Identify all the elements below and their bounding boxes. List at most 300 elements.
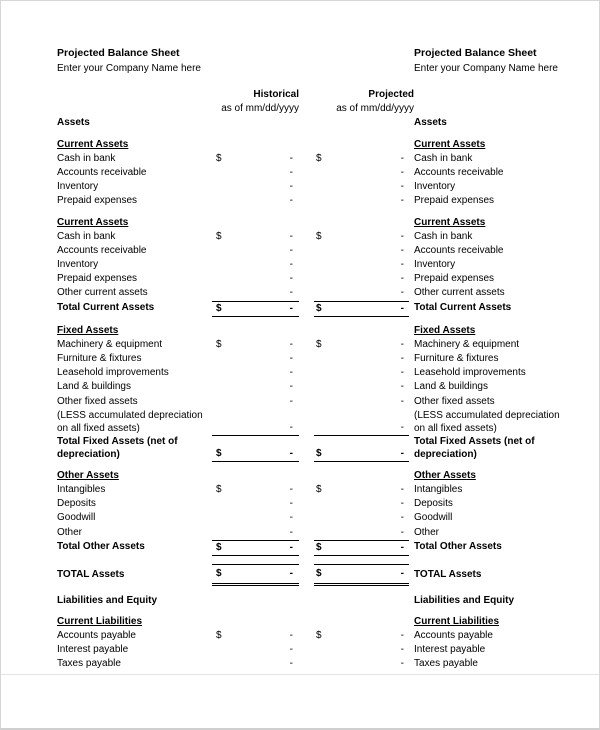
historical-amount-cell — [207, 594, 299, 608]
row-less-accumulated-depreciation — [1, 409, 599, 435]
historical-amount-cell — [207, 540, 299, 556]
amount-value: - — [289, 353, 293, 364]
projected-amount-cell — [299, 395, 409, 409]
row-label: Total Other Assets — [57, 540, 145, 552]
historical-amount-cell — [207, 138, 299, 152]
row-total-fixed-assets-net-of — [1, 435, 599, 462]
projected-amount-cell — [299, 338, 409, 352]
projected-amount — [314, 272, 409, 286]
historical-amount-cell — [207, 180, 299, 194]
row-label: Inventory — [57, 259, 99, 271]
row-label-right: Furniture & fixtures — [414, 353, 499, 364]
amount-value: - — [289, 273, 293, 285]
row-total-assets — [1, 564, 599, 586]
projected-amount-cell — [299, 511, 409, 525]
amount-value: - — [400, 395, 404, 407]
row-label-right: Cash in bank — [414, 152, 473, 164]
row-intangibles — [1, 483, 599, 497]
historical-amount — [212, 435, 299, 462]
projected-amount-cell — [299, 497, 409, 511]
historical-amount-cell — [207, 497, 299, 511]
historical-amount-cell — [207, 469, 299, 483]
projected-amount-cell — [299, 657, 409, 671]
historical-amount — [212, 380, 299, 394]
row-label: Other — [57, 526, 83, 538]
historical-amount-cell — [207, 116, 299, 130]
projected-amount-cell — [299, 194, 409, 208]
projected-amount-cell — [299, 643, 409, 657]
amount-value: - — [289, 152, 293, 164]
amount-value: - — [289, 395, 293, 407]
projected-amount-cell — [299, 366, 409, 380]
row-fixed-assets — [1, 324, 599, 338]
amount-value: - — [400, 244, 404, 256]
historical-amount — [212, 497, 299, 511]
currency-symbol: $ — [216, 230, 222, 242]
row-liabilities-and-equity — [1, 594, 599, 608]
amount-value: - — [400, 181, 404, 193]
row-goodwill — [1, 511, 599, 525]
row-label-right: Inventory — [414, 181, 456, 193]
row-label: Taxes payable — [57, 658, 121, 670]
historical-amount-cell — [207, 564, 299, 586]
historical-amount — [212, 643, 299, 657]
currency-symbol: $ — [216, 338, 222, 350]
row-label: Intangibles — [57, 483, 106, 495]
historical-amount — [212, 483, 299, 497]
historical-amount-cell — [207, 216, 299, 230]
column-header-row — [1, 88, 599, 102]
projected-amount-cell — [299, 483, 409, 497]
currency-symbol: $ — [316, 152, 322, 164]
historical-amount — [212, 526, 299, 540]
amount-value: - — [400, 381, 404, 393]
row-label-right: Total Other Assets — [414, 540, 502, 552]
row-other-assets — [1, 469, 599, 483]
row-label-right: Accounts receivable — [414, 244, 504, 256]
amount-value: - — [400, 230, 404, 242]
row-label: Cash in bank — [57, 230, 116, 242]
projected-amount-cell — [299, 380, 409, 394]
projected-amount — [314, 511, 409, 525]
amount-value: - — [289, 303, 293, 315]
row-accounts-receivable — [1, 166, 599, 180]
left-company-name-placeholder: Enter your Company Name here — [57, 63, 201, 74]
row-furniture-fixtures — [1, 352, 599, 366]
currency-symbol: $ — [316, 447, 322, 459]
row-leasehold-improvements — [1, 366, 599, 380]
row-label: Leasehold improvements — [57, 367, 169, 379]
historical-amount — [212, 409, 299, 435]
projected-amount-cell — [299, 526, 409, 540]
projected-amount — [314, 244, 409, 258]
projected-amount-cell — [299, 138, 409, 152]
historical-amount-cell — [207, 615, 299, 629]
row-label: (LESS accumulated depreciation on all fixed assets) — [57, 409, 203, 434]
projected-amount — [314, 629, 409, 643]
amount-value: - — [289, 381, 293, 393]
amount-value: - — [400, 421, 404, 433]
historical-amount — [212, 395, 299, 409]
amount-value: - — [400, 447, 404, 459]
row-taxes-payable — [1, 657, 599, 671]
row-label-right: Inventory — [414, 259, 456, 271]
row-prepaid-expenses — [1, 194, 599, 208]
projected-amount-cell — [299, 116, 409, 130]
projected-amount — [314, 230, 409, 244]
amount-value: - — [289, 483, 293, 495]
row-label: Accounts receivable — [57, 166, 147, 178]
historical-amount-cell — [207, 483, 299, 497]
historical-amount — [212, 230, 299, 244]
amount-value: - — [289, 287, 293, 299]
row-current-assets — [1, 216, 599, 230]
historical-amount — [212, 194, 299, 208]
currency-symbol: $ — [316, 338, 322, 350]
projected-amount — [314, 564, 409, 586]
row-cash-in-bank — [1, 152, 599, 166]
row-label: Accounts payable — [57, 630, 136, 642]
amount-value: - — [289, 166, 293, 178]
projected-amount-cell — [299, 216, 409, 230]
amount-value: - — [289, 230, 293, 242]
projected-amount-cell — [299, 469, 409, 483]
currency-symbol: $ — [316, 230, 322, 242]
historical-amount-cell — [207, 657, 299, 671]
row-label-right: Land & buildings — [414, 381, 488, 393]
row-label-right: Current Liabilities — [414, 615, 500, 627]
amount-value: - — [289, 526, 293, 538]
projected-amount — [314, 435, 409, 462]
amount-value: - — [289, 338, 293, 350]
bottom-divider — [1, 674, 599, 675]
historical-amount-cell — [207, 152, 299, 166]
amount-value: - — [400, 166, 404, 178]
amount-value: - — [289, 644, 293, 656]
row-label-right: Other — [414, 526, 440, 538]
historical-amount — [212, 180, 299, 194]
row-accounts-payable — [1, 629, 599, 643]
currency-symbol: $ — [216, 447, 222, 459]
historical-amount-cell — [207, 230, 299, 244]
historical-amount-cell — [207, 194, 299, 208]
historical-amount — [212, 338, 299, 352]
amount-value: - — [289, 568, 293, 580]
projected-amount-cell — [299, 629, 409, 643]
amount-value: - — [400, 338, 404, 350]
historical-subtitle-spacer — [207, 62, 299, 77]
row-label-right: Other fixed assets — [414, 395, 495, 407]
historical-amount — [212, 366, 299, 380]
projected-as-of-date: as of mm/dd/yyyy — [336, 103, 414, 115]
row-other-current-assets — [1, 286, 599, 300]
projected-amount — [314, 526, 409, 540]
historical-amount — [212, 511, 299, 525]
row-label: Assets — [57, 117, 90, 129]
row-machinery-equipment — [1, 338, 599, 352]
row-label-right: Prepaid expenses — [414, 273, 495, 285]
historical-amount — [212, 152, 299, 166]
projected-amount-cell — [299, 258, 409, 272]
row-label-right: Leasehold improvements — [414, 367, 526, 379]
row-label-right: Liabilities and Equity — [414, 594, 515, 606]
row-label: Current Assets — [57, 138, 129, 150]
row-label-right: Prepaid expenses — [414, 195, 495, 207]
row-label-right: Accounts receivable — [414, 166, 504, 178]
historical-amount-cell — [207, 301, 299, 317]
row-label: Cash in bank — [57, 152, 116, 164]
row-label-right: Current Assets — [414, 138, 486, 150]
amount-value: - — [400, 630, 404, 642]
row-label-right: Assets — [414, 117, 447, 129]
row-label: Current Liabilities — [57, 615, 143, 627]
historical-amount — [212, 301, 299, 317]
historical-amount-cell — [207, 324, 299, 338]
historical-amount-cell — [207, 244, 299, 258]
amount-value: - — [289, 181, 293, 193]
row-label-right: Current Assets — [414, 216, 486, 228]
amount-value: - — [400, 512, 404, 524]
row-label-right: Machinery & equipment — [414, 338, 520, 350]
amount-value: - — [400, 353, 404, 364]
row-inventory — [1, 258, 599, 272]
row-label: Total Current Assets — [57, 301, 155, 313]
historical-amount-cell — [207, 526, 299, 540]
row-label-right: Accounts payable — [414, 630, 493, 642]
row-label-right: Taxes payable — [414, 658, 478, 670]
as-of-row — [1, 102, 599, 116]
projected-amount — [314, 483, 409, 497]
row-label: Deposits — [57, 498, 96, 510]
historical-amount — [212, 540, 299, 556]
currency-symbol: $ — [216, 630, 222, 642]
row-label-right: Deposits — [414, 498, 453, 510]
row-label-right: Other current assets — [414, 287, 505, 299]
amount-value: - — [289, 259, 293, 271]
projected-amount — [314, 286, 409, 300]
row-label: Machinery & equipment — [57, 338, 163, 350]
row-label: Total Fixed Assets (net of depreciation) — [57, 435, 178, 460]
amount-value: - — [400, 542, 404, 554]
historical-amount-cell — [207, 643, 299, 657]
row-label: Current Assets — [57, 216, 129, 228]
amount-value: - — [400, 658, 404, 670]
row-label: Fixed Assets — [57, 324, 119, 336]
projected-amount — [314, 180, 409, 194]
amount-value: - — [289, 367, 293, 379]
historical-amount — [212, 629, 299, 643]
historical-amount — [212, 657, 299, 671]
historical-title-spacer — [207, 47, 299, 62]
historical-amount — [212, 272, 299, 286]
amount-value: - — [289, 447, 293, 459]
amount-value: - — [289, 630, 293, 642]
historical-amount-cell — [207, 258, 299, 272]
row-deposits — [1, 497, 599, 511]
title-row — [1, 47, 599, 62]
amount-value: - — [289, 658, 293, 670]
amount-value: - — [400, 195, 404, 207]
projected-amount — [314, 152, 409, 166]
currency-symbol: $ — [316, 483, 322, 495]
column-header-spacer — [57, 88, 207, 102]
projected-amount — [314, 497, 409, 511]
row-label-right: Fixed Assets — [414, 324, 476, 336]
row-label: Interest payable — [57, 644, 129, 656]
historical-amount — [212, 352, 299, 366]
row-label: Liabilities and Equity — [57, 594, 158, 606]
amount-value: - — [289, 542, 293, 554]
amount-value: - — [289, 512, 293, 524]
row-label: Accounts receivable — [57, 244, 147, 256]
row-current-liabilities — [1, 615, 599, 629]
historical-amount — [212, 166, 299, 180]
projected-amount — [314, 338, 409, 352]
projected-amount — [314, 194, 409, 208]
historical-amount-cell — [207, 395, 299, 409]
projected-amount — [314, 258, 409, 272]
historical-amount-cell — [207, 352, 299, 366]
row-label: Inventory — [57, 181, 99, 193]
row-label: Furniture & fixtures — [57, 353, 142, 364]
projected-amount — [314, 366, 409, 380]
historical-amount — [212, 564, 299, 586]
currency-symbol: $ — [216, 303, 222, 315]
row-label: Other Assets — [57, 469, 119, 481]
row-label-right: Interest payable — [414, 644, 486, 656]
projected-subtitle-spacer — [299, 62, 409, 77]
row-cash-in-bank — [1, 230, 599, 244]
projected-amount — [314, 657, 409, 671]
row-label-right: Other Assets — [414, 469, 476, 481]
amount-value: - — [400, 367, 404, 379]
historical-amount — [212, 244, 299, 258]
projected-amount-cell — [299, 324, 409, 338]
projected-amount — [314, 380, 409, 394]
row-total-other-assets — [1, 540, 599, 556]
amount-value: - — [400, 568, 404, 580]
projected-amount-cell — [299, 180, 409, 194]
historical-amount-cell — [207, 166, 299, 180]
projected-amount-cell — [299, 564, 409, 586]
row-total-current-assets — [1, 301, 599, 317]
historical-column-header: Historical — [253, 89, 299, 100]
row-label-right: Total Current Assets — [414, 301, 512, 313]
subtitle-row — [1, 62, 599, 77]
projected-amount-cell — [299, 301, 409, 317]
projected-amount-cell — [299, 615, 409, 629]
amount-value: - — [400, 303, 404, 315]
row-label: Land & buildings — [57, 381, 131, 393]
row-label: Other fixed assets — [57, 395, 138, 407]
currency-symbol: $ — [316, 303, 322, 315]
row-label-right: Total Fixed Assets (net of depreciation) — [414, 435, 535, 460]
amount-value: - — [289, 421, 293, 433]
as-of-spacer — [57, 102, 207, 116]
currency-symbol: $ — [216, 542, 222, 554]
currency-symbol: $ — [316, 630, 322, 642]
historical-amount — [212, 286, 299, 300]
projected-amount-cell — [299, 152, 409, 166]
amount-value: - — [289, 498, 293, 510]
currency-symbol: $ — [316, 542, 322, 554]
amount-value: - — [400, 273, 404, 285]
row-label-right: (LESS accumulated depreciation on all fixed assets) — [414, 409, 560, 434]
projected-amount-cell — [299, 286, 409, 300]
row-prepaid-expenses — [1, 272, 599, 286]
row-label: Goodwill — [57, 512, 96, 524]
projected-amount — [314, 395, 409, 409]
as-of-right-spacer — [419, 102, 599, 116]
row-other-fixed-assets — [1, 395, 599, 409]
row-label-right: Cash in bank — [414, 230, 473, 242]
projected-amount — [314, 540, 409, 556]
row-interest-payable — [1, 643, 599, 657]
row-accounts-receivable — [1, 244, 599, 258]
projected-amount — [314, 166, 409, 180]
row-label-right: TOTAL Assets — [414, 569, 482, 581]
amount-value: - — [400, 287, 404, 299]
historical-amount-cell — [207, 629, 299, 643]
historical-amount-cell — [207, 511, 299, 525]
projected-amount — [314, 352, 409, 366]
historical-amount-cell — [207, 380, 299, 394]
amount-value: - — [400, 498, 404, 510]
row-other — [1, 526, 599, 540]
row-inventory — [1, 180, 599, 194]
rows — [1, 116, 599, 671]
currency-symbol: $ — [216, 152, 222, 164]
currency-symbol: $ — [216, 568, 222, 580]
row-assets — [1, 116, 599, 130]
currency-symbol: $ — [216, 483, 222, 495]
projected-amount-cell — [299, 435, 409, 462]
amount-value: - — [400, 644, 404, 656]
row-land-buildings — [1, 380, 599, 394]
row-label-right: Intangibles — [414, 483, 463, 495]
projected-amount-cell — [299, 230, 409, 244]
row-current-assets — [1, 138, 599, 152]
historical-amount-cell — [207, 338, 299, 352]
amount-value: - — [400, 483, 404, 495]
projected-amount — [314, 409, 409, 435]
projected-amount-cell — [299, 409, 409, 435]
historical-amount-cell — [207, 286, 299, 300]
projected-amount-cell — [299, 540, 409, 556]
projected-amount-cell — [299, 272, 409, 286]
amount-value: - — [400, 526, 404, 538]
projected-column-header: Projected — [368, 89, 414, 100]
historical-amount-cell — [207, 366, 299, 380]
projected-amount-cell — [299, 244, 409, 258]
amount-value: - — [289, 195, 293, 207]
row-label: Prepaid expenses — [57, 273, 138, 285]
column-header-right-spacer — [419, 88, 599, 102]
left-page-title: Projected Balance Sheet — [57, 47, 180, 59]
right-page-title: Projected Balance Sheet — [414, 47, 537, 59]
row-label: TOTAL Assets — [57, 569, 125, 581]
projected-amount-cell — [299, 594, 409, 608]
projected-amount — [314, 643, 409, 657]
projected-title-spacer — [299, 47, 409, 62]
historical-amount-cell — [207, 409, 299, 435]
right-company-name-placeholder: Enter your Company Name here — [414, 63, 558, 74]
row-label-right: Goodwill — [414, 512, 453, 524]
historical-as-of-date: as of mm/dd/yyyy — [221, 103, 299, 115]
historical-amount — [212, 258, 299, 272]
historical-amount-cell — [207, 435, 299, 462]
projected-amount-cell — [299, 352, 409, 366]
